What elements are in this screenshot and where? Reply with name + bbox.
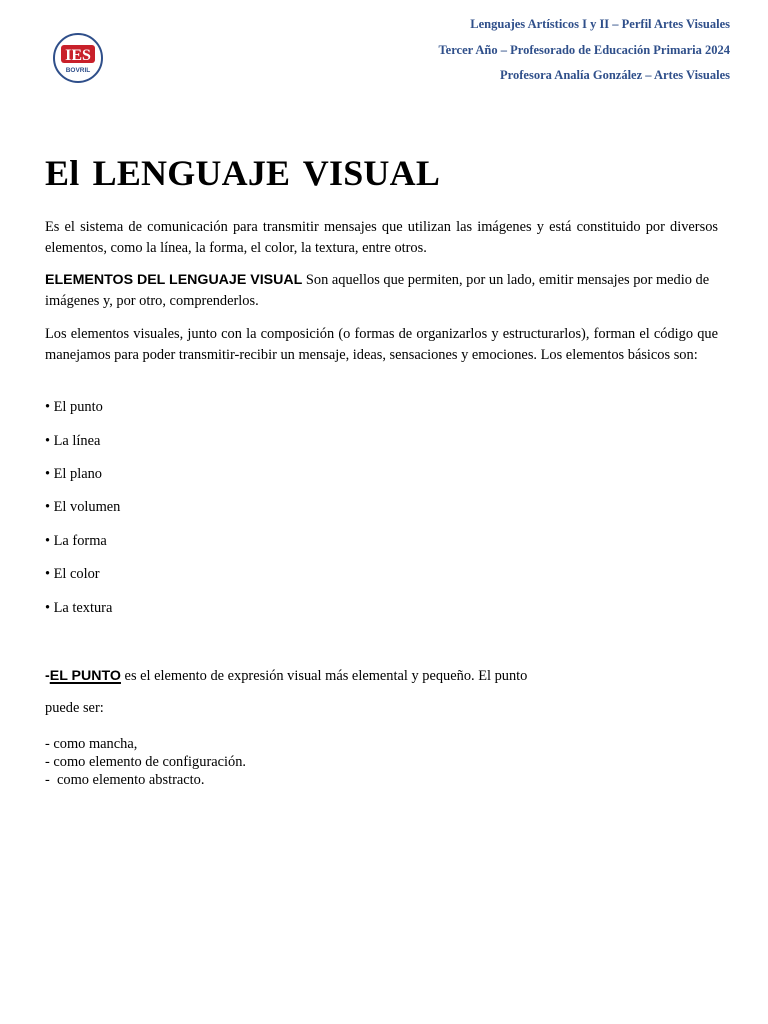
bullet-item: • El plano [45,466,102,482]
header-info [438,12,730,89]
bullet-item: • La textura [45,600,113,616]
header-course-line: Lenguajes Artísticos I y II – Perfil Artes Visuales [470,17,730,31]
punto-list-item: - como elemento abstracto. [45,772,205,788]
elementos-text: Son aquellos que permiten, por un lado, emitir mensajes por medio de imágenes y, por otro, comprenderlos. [45,272,710,309]
bullet-item: • El volumen [45,499,121,515]
punto-dash: - [45,668,50,684]
bullet-item: • El color [45,566,100,582]
logo-bovril-text: BOVRIL [65,67,91,74]
punto-list-item: - como mancha, [45,736,138,752]
logo-ies-text: IES [65,47,91,64]
elementos-paragraph [45,270,718,311]
punto-paragraph [45,666,718,687]
punto-heading: EL PUNTO [49,668,121,684]
bullet-item: • La línea [45,433,101,449]
header-teacher-line: Profesora Analía González – Artes Visuales [500,68,730,82]
page-title: El LENGUAJE VISUAL [45,153,441,193]
header-year-line: Tercer Año – Profesorado de Educación Primaria 2024 [438,42,730,57]
punto-text: es el elemento de expresión visual más elemental y pequeño. El punto [120,668,528,684]
bullet-item: • El punto [45,399,103,415]
elementos-heading: ELEMENTOS DEL LENGUAJE VISUAL [45,272,303,288]
bullet-item: • La forma [45,533,107,549]
punto-continuation: puede ser: [45,700,104,716]
ies-bovril-logo [52,32,104,84]
punto-list-item: - como elemento de configuración. [45,754,246,770]
intro-paragraph: Es el sistema de comunicación para transmitir mensajes que utilizan las imágenes y está constituido por diversos elementos, como la línea, la forma, el color, la textura, entre otros. [45,219,718,256]
codigo-paragraph: Los elementos visuales, junto con la composición (o formas de organizarlos y estructurarlos), forman el código que manejamos para poder transmitir-recibir un mensaje, ideas, sensaciones y emociones. Los elementos básicos son: [45,326,718,363]
